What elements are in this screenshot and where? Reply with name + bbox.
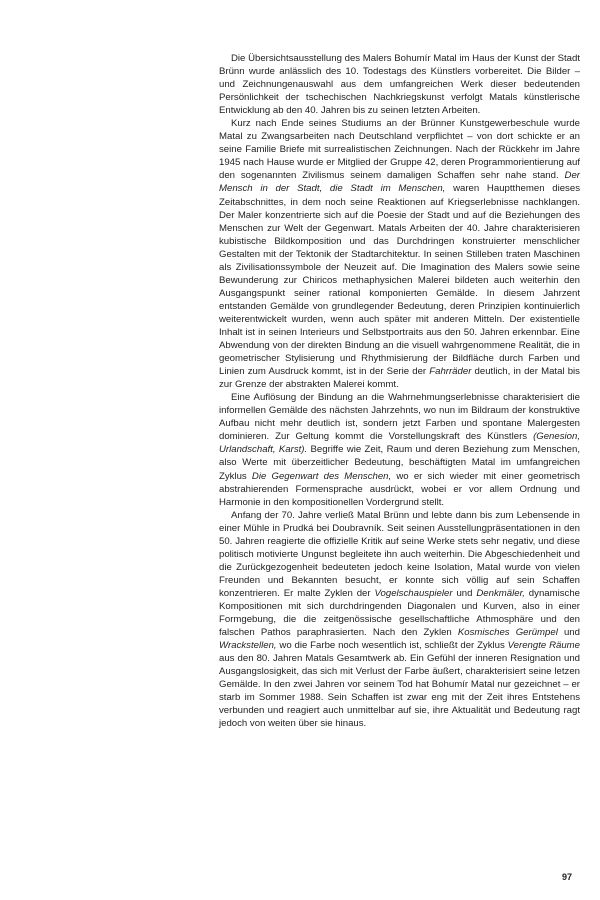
paragraph bbox=[219, 117, 580, 391]
italic-title: Verengte Räume bbox=[507, 640, 580, 652]
text-run: Die Übersichtsausstellung des Malers Bohumír Matal im Haus der Kunst der Stadt Brünn wurde anlässlich des 10. Todestags des Künstlers vorbereitet. Die Bilder – und Zeichnungenauswahl aus dem umfangreichen Werk dieser bedeutenden Persönlichkeit der tschechischen Nachkriegskunst verfolgt Matals künstlerische Entwicklung ab den 40. Jahren bis zu seinen letzten Arbeiten. bbox=[219, 53, 580, 117]
paragraph bbox=[219, 391, 580, 508]
italic-title: Kosmisches Gerümpel bbox=[457, 627, 558, 639]
text-run: dynamische Kompositionen mit sich durchdringenden Diagonalen und Kurven, also in einer Formgebung, die die zeitgenössische gesellschaftliche Athmosphäre und den falschen Pathos paraphrasierten. Nach den Zyklen bbox=[219, 587, 581, 639]
text-run: Begriffe wie Zeit, Raum und deren Beziehung zum Menschen, also Werte mit überzeitlicher Bedeutung, beschäftigten Matal im umfangreichen Zyklus bbox=[219, 444, 580, 482]
italic-title: Vogelschauspieler bbox=[374, 587, 453, 599]
paragraph bbox=[219, 509, 580, 731]
text-run: Eine Auflösung der Bindung an die Wahrnehmungserlebnisse charakterisiert die informellen Gemälde des nächsten Jahrzehnts, wo nun im Bildraum der konstruktive Aufbau nicht mehr deutlich ist, sondern jetzt Farben und spontane Malergesten dominieren. Zur Geltung kommt die Vorstellungskraft des Künstlers bbox=[219, 392, 580, 443]
text-run: Anfang der 70. Jahre verließ Matal Brünn und lebte dann bis zum Lebensende in einer Mühle in Prudká bei Doubravník. Seit seinen Ausstellungpräsentationen in den 50. Jahren reagierte die offizielle Kritik auf seine Werke stets sehr negativ, und diese politisch motivierte Ungunst begleitete ihn auch weiterhin. Die Abgeschiedenheit und die Zurückgezogenheit bedeuteten jedoch keine Isolation, Matal wurde von vielen Freunden und Bekannten besucht, er konnte sich völlig auf sein Schaffen konzentrieren. Er malte Zyklen der bbox=[219, 509, 580, 599]
italic-title: Denkmäler, bbox=[476, 587, 525, 599]
text-run: und bbox=[452, 587, 477, 599]
italic-title: Fahrräder bbox=[429, 366, 472, 378]
italic-title: Die Gegenwart des Menschen, bbox=[251, 470, 392, 482]
article-text bbox=[219, 52, 580, 730]
italic-title: Wrackstellen, bbox=[219, 640, 277, 652]
italic-title: Der Mensch in der Stadt, die Stadt im Menschen, bbox=[219, 170, 580, 195]
page-number: 97 bbox=[562, 872, 573, 882]
text-run: und bbox=[557, 627, 580, 639]
text-run: wo er sich wieder mit einer geometrisch abstrahierenden Formensprache ausdrückt, wobei er vor allem Ordnung und Harmonie in den kompositionellen Vordergrund stellt. bbox=[219, 470, 580, 508]
paragraph bbox=[219, 52, 580, 117]
text-run: deutlich, in der Matal bis zur Grenze der abstrakten Malerei kommt. bbox=[219, 366, 580, 391]
text-run: Kurz nach Ende seines Studiums an der Brünner Kunstgewerbeschule wurde Matal zu Zwangsarbeiten nach Deutschland verpflichtet – von dort schickte er an seine Familie Briefe mit surrealistischen Zeichnungen. Nach der Rückkehr im Jahre 1945 nach Hause wurde er Mitglied der Gruppe 42, deren Programmorientierung auf den sogenannten Zivilismus seinem damaligen Schaffen sehr nahe stand. bbox=[219, 118, 580, 182]
italic-title: (Genesion, Urlandschaft, Karst). bbox=[219, 431, 580, 456]
text-run: aus den 80. Jahren Matals Gesamtwerk ab. Ein Gefühl der inneren Resignation und Ausgangslosigkeit, das sich mit Verlust der Farbe äußert, charakterisiert seine letzen Gemälde. In den zwei Jahren vor seinem Tod hat Bohumír Matal nur gezeichnet – er starb im Sommer 1988. Sein Schaffen ist zwar eng mit der Zeit ihres Entstehens verbunden und reagiert auch unmittelbar auf sie, ihre Aktualität und Bedeutung ragt jedoch von weiten über sie hinaus. bbox=[219, 653, 580, 730]
text-run: wo die Farbe noch wesentlich ist, schließt der Zyklus bbox=[276, 640, 508, 652]
text-run: waren Hauptthemen dieses Zeitabschnittes, in dem noch seine Reaktionen auf Kriegserlebnisse nachklangen. Der Maler konzentrierte sich auf die Poesie der Stadt und auf die Beziehungen des Menschen zur Welt der Gegenwart. Matals Arbeiten der 40. Jahre charakterisieren kubistische Bildkomposition und das Durchdringen konstruierter menschlicher Gestalten mit der Tektonik der Stadtarchitektur. In seinen Stilleben traten Maschinen als Zivilisationssymbole der Neuzeit auf. Die Imagination des Malers sowie seine Bewunderung zur Chiricos methaphysichen Malerei bildeten auch weiterhin den Ausgangspunkt seiner rational komponierten Gemälde. In diesem Jahrzent entstanden Gemälde von grundlegender Bedeutung, deren Prinzipien kontinuierlich weiterentwickelt wurden, wenn auch später mit anderen Mitteln. Der existentielle Inhalt ist in seinen Interieurs und Selbstportraits aus den 50. Jahren erkennbar. Eine Abwendung von der direkten Bindung an die visuell wahrgenommene Realität, die in geometrischer Stylisierung und Rhythmisierung der Bildfläche durch Farben und Linien zum Ausdruck kommt, ist in der Serie der bbox=[219, 183, 580, 378]
